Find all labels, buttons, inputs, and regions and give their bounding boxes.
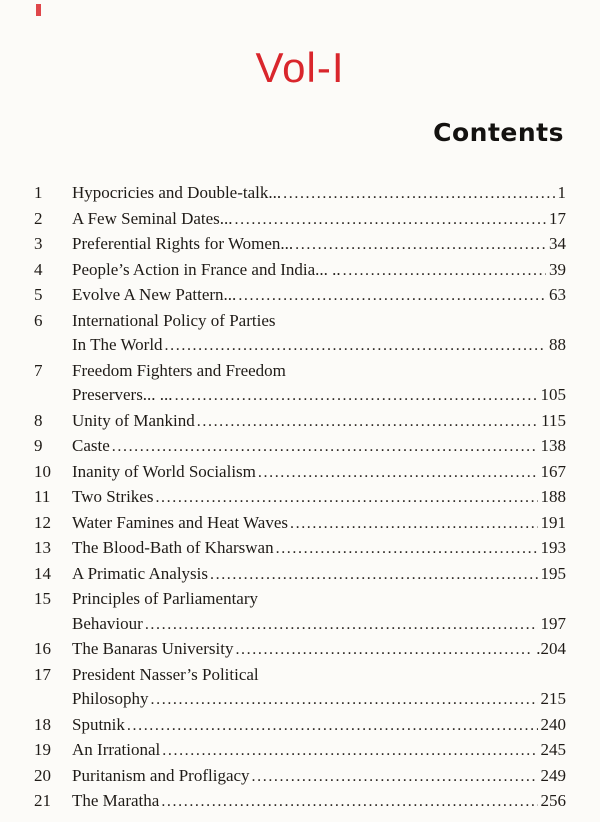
toc-entry-title: A Primatic Analysis bbox=[72, 563, 208, 583]
toc-entry-content bbox=[72, 562, 566, 588]
toc-page-number: 1 bbox=[557, 183, 566, 202]
toc-entry-content bbox=[72, 181, 566, 207]
toc-entry-number: 18 bbox=[34, 714, 51, 734]
toc-entry bbox=[34, 460, 566, 486]
scan-mark bbox=[36, 4, 41, 16]
toc-entry bbox=[34, 434, 566, 460]
toc-dot-leader bbox=[343, 259, 546, 284]
toc-entry-lastline bbox=[72, 713, 566, 739]
toc-entry bbox=[34, 713, 566, 739]
toc-dot-leader bbox=[276, 537, 538, 562]
toc-entry bbox=[34, 764, 566, 790]
toc-entry bbox=[34, 232, 566, 258]
toc-entry-lastline bbox=[72, 409, 566, 435]
toc-entry-title: Preferential Rights for Women... bbox=[72, 234, 294, 253]
toc-entry-number: 14 bbox=[34, 563, 51, 583]
toc-entry bbox=[34, 283, 566, 309]
toc-entry-lastline bbox=[72, 258, 566, 284]
toc-entry-number: 4 bbox=[34, 259, 43, 279]
toc-page-number: 115 bbox=[541, 410, 566, 430]
toc-page-number: 249 bbox=[540, 765, 566, 785]
toc-entry-content bbox=[72, 764, 566, 790]
toc-dot-leader bbox=[295, 233, 546, 258]
toc-entry-content bbox=[72, 637, 566, 663]
toc-entry bbox=[34, 485, 566, 511]
toc-entry-content bbox=[72, 738, 566, 764]
toc-dot-leader bbox=[210, 563, 538, 588]
toc-entry-lastline bbox=[72, 536, 566, 562]
toc-dot-leader bbox=[197, 410, 538, 435]
toc-entry-content bbox=[72, 460, 566, 486]
toc-dot-leader bbox=[162, 739, 537, 764]
toc-entry bbox=[34, 663, 566, 713]
toc-page-number: 256 bbox=[540, 791, 566, 810]
toc-dot-leader bbox=[165, 334, 546, 359]
toc-page-number: 188 bbox=[540, 487, 566, 506]
toc-dot-leader bbox=[235, 638, 533, 663]
toc-entry-content bbox=[72, 409, 566, 435]
toc-entry-number: 13 bbox=[34, 538, 51, 557]
toc-dot-leader bbox=[235, 208, 546, 233]
toc-entry-number: 10 bbox=[34, 461, 51, 481]
toc-entry bbox=[34, 511, 566, 537]
toc-entry-content bbox=[72, 511, 566, 537]
toc-entry-number: 9 bbox=[34, 436, 43, 455]
toc-entry-title: Inanity of World Socialism bbox=[72, 461, 256, 481]
toc-page-number: 197 bbox=[540, 613, 566, 633]
toc-page-number: 240 bbox=[540, 714, 566, 734]
toc-entry-title: Unity of Mankind bbox=[72, 410, 195, 430]
toc-entry-title: Philosophy bbox=[72, 689, 149, 708]
toc-entry-lastline bbox=[72, 207, 566, 233]
toc-dot-leader bbox=[175, 384, 538, 409]
toc-entry-title: People’s Action in France and India... .. bbox=[72, 259, 341, 279]
toc-page-number: 63 bbox=[549, 285, 566, 304]
toc-entry-number: 5 bbox=[34, 285, 43, 304]
toc-entry-title: The Maratha bbox=[72, 791, 160, 810]
toc-entry-content bbox=[72, 309, 566, 359]
toc-entry bbox=[34, 587, 566, 637]
toc-entry-content bbox=[72, 789, 566, 815]
toc-entry-title: The Banaras University bbox=[72, 639, 234, 658]
toc-entry bbox=[34, 562, 566, 588]
toc-entry-title: Hypocricies and Double-talk... bbox=[72, 183, 282, 202]
toc-dot-leader bbox=[155, 486, 537, 511]
toc-page-number: 191 bbox=[540, 512, 566, 532]
toc-entry-lastline bbox=[72, 637, 566, 663]
toc-entry-title: Sputnik bbox=[72, 714, 125, 734]
toc-page-number: 39 bbox=[549, 259, 566, 279]
toc-page-number: 245 bbox=[540, 740, 566, 759]
toc-entry-lastline bbox=[72, 383, 566, 409]
toc-page-number: .204 bbox=[536, 639, 566, 658]
toc-dot-leader bbox=[283, 182, 554, 207]
toc-entry-lastline bbox=[72, 434, 566, 460]
toc-entry-lastline bbox=[72, 738, 566, 764]
toc-entry-title: Principles of Parliamentary bbox=[72, 589, 259, 608]
toc-page-number: 215 bbox=[540, 689, 566, 708]
toc-page-number: 167 bbox=[540, 461, 566, 481]
toc-entry-number: 12 bbox=[34, 512, 51, 532]
toc-entry-content bbox=[72, 536, 566, 562]
toc-entry-content bbox=[72, 232, 566, 258]
toc-entry bbox=[34, 309, 566, 359]
toc-entry-content bbox=[72, 434, 566, 460]
toc-entry-number: 1 bbox=[34, 183, 43, 202]
toc-entry-title: President Nasser’s Political bbox=[72, 664, 259, 684]
toc-entry-title: Behaviour bbox=[72, 613, 143, 633]
toc-page-number: 34 bbox=[549, 234, 566, 253]
toc-entry-content bbox=[72, 713, 566, 739]
toc-entry bbox=[34, 409, 566, 435]
toc-entry-title: Evolve A New Pattern... bbox=[72, 285, 237, 304]
toc-entry-lastline bbox=[72, 511, 566, 537]
toc-entry-content bbox=[72, 283, 566, 309]
toc-entry bbox=[34, 738, 566, 764]
toc-entry-title: Puritanism and Profligacy bbox=[72, 765, 250, 785]
toc-dot-leader bbox=[258, 461, 538, 486]
toc-entry-title: Preservers... ... bbox=[72, 385, 173, 404]
toc-entry bbox=[34, 789, 566, 815]
toc-entry bbox=[34, 258, 566, 284]
contents-heading: Contents bbox=[433, 118, 564, 147]
toc-entry-content bbox=[72, 258, 566, 284]
toc-entry bbox=[34, 207, 566, 233]
toc-page-number: 138 bbox=[540, 436, 566, 455]
toc-entry-number: 6 bbox=[34, 310, 43, 330]
toc-entry-content bbox=[72, 663, 566, 713]
toc-entry-title: Two Strikes bbox=[72, 487, 154, 506]
toc-entry-title: In The World bbox=[72, 335, 163, 354]
toc-dot-leader bbox=[145, 613, 538, 638]
toc-entry-lastline bbox=[72, 764, 566, 790]
toc-entry-title: A Few Seminal Dates... bbox=[72, 208, 233, 228]
toc-entry-lastline bbox=[72, 333, 566, 359]
toc-page-number: 88 bbox=[549, 335, 566, 354]
toc-entry-number: 3 bbox=[34, 234, 43, 253]
toc-list bbox=[0, 181, 600, 815]
toc-entry-lastline bbox=[72, 562, 566, 588]
toc-entry-content bbox=[72, 485, 566, 511]
toc-entry-number: 2 bbox=[34, 208, 43, 228]
toc-entry-title: International Policy of Parties bbox=[72, 310, 276, 330]
toc-entry-lastline bbox=[72, 612, 566, 638]
toc-entry-content bbox=[72, 207, 566, 233]
toc-entry-number: 21 bbox=[34, 791, 51, 810]
toc-entry-number: 7 bbox=[34, 360, 43, 380]
toc-entry-number: 15 bbox=[34, 589, 51, 608]
toc-entry-content bbox=[72, 359, 566, 409]
toc-entry-lastline bbox=[72, 485, 566, 511]
toc-dot-leader bbox=[127, 714, 538, 739]
toc-entry-title: The Blood-Bath of Kharswan bbox=[72, 538, 274, 557]
toc-page-number: 17 bbox=[549, 208, 566, 228]
toc-entry-content bbox=[72, 587, 566, 637]
toc-entry-number: 11 bbox=[34, 487, 51, 506]
volume-title: Vol-I bbox=[255, 44, 345, 91]
toc-entry-number: 20 bbox=[34, 765, 51, 785]
toc-dot-leader bbox=[112, 435, 538, 460]
toc-entry-lastline bbox=[72, 687, 566, 713]
toc-page-number: 195 bbox=[540, 563, 566, 583]
toc-entry-number: 19 bbox=[34, 740, 51, 759]
toc-dot-leader bbox=[252, 765, 538, 790]
toc-entry-lastline bbox=[72, 181, 566, 207]
toc-entry-title: Caste bbox=[72, 436, 110, 455]
toc-entry-number: 8 bbox=[34, 410, 43, 430]
toc-entry-number: 16 bbox=[34, 639, 51, 658]
toc-dot-leader bbox=[238, 284, 546, 309]
toc-page-number: 105 bbox=[540, 385, 566, 404]
toc-entry-lastline bbox=[72, 232, 566, 258]
toc-entry-title: An Irrational bbox=[72, 740, 161, 759]
toc-dot-leader bbox=[151, 688, 538, 713]
toc-dot-leader bbox=[161, 790, 537, 815]
toc-entry-lastline bbox=[72, 789, 566, 815]
toc-entry bbox=[34, 536, 566, 562]
toc-entry bbox=[34, 637, 566, 663]
toc-entry-title: Freedom Fighters and Freedom bbox=[72, 360, 286, 380]
toc-entry-number: 17 bbox=[34, 664, 51, 684]
toc-entry-lastline bbox=[72, 460, 566, 486]
toc-entry-lastline bbox=[72, 283, 566, 309]
toc-entry bbox=[34, 181, 566, 207]
toc-entry bbox=[34, 359, 566, 409]
toc-dot-leader bbox=[290, 512, 538, 537]
toc-page-number: 193 bbox=[540, 538, 566, 557]
toc-entry-title: Water Famines and Heat Waves bbox=[72, 512, 288, 532]
